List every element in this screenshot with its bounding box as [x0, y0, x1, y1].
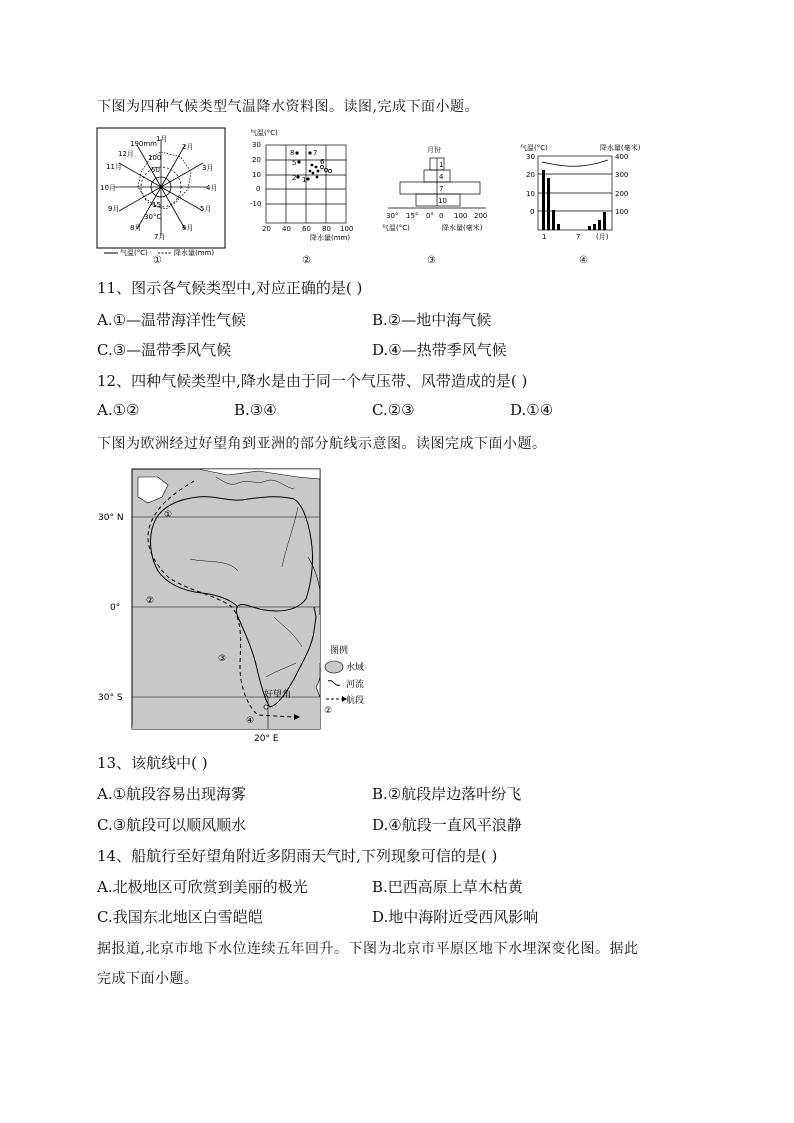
fig1-month-label: 7月 [154, 233, 166, 241]
intro-text-3-line2: 完成下面小题。 [97, 971, 199, 987]
fig4-ylabel-right: 降水量(毫米) [600, 144, 641, 152]
map-lon-20e: 20° E [254, 734, 279, 742]
q12-option-d[interactable]: D.①④ [510, 401, 554, 419]
intro-text-1: 下图为四种气候类型气温降水资料图。读图,完成下面小题。 [97, 99, 479, 115]
figure-1-radial-chart [96, 127, 226, 257]
fig2-point-label: 8 [290, 149, 295, 157]
q13-option-a[interactable]: A.①航段容易出现海雾 [97, 785, 247, 803]
map-cape-label: 好望角 [264, 690, 292, 700]
fig4-ytick-left: 20 [526, 171, 535, 179]
fig1-month-label: 2月 [182, 143, 194, 151]
fig2-point-label: 5 [292, 159, 297, 167]
fig1-month-label: 3月 [202, 164, 214, 172]
figure-1-number: ① [153, 255, 162, 266]
fig3-month-header: 月份 [427, 146, 441, 154]
map-legend-route: 航段 [346, 696, 365, 706]
fig3-month: 10 [438, 197, 447, 205]
figure-2-number: ② [302, 255, 311, 266]
fig4-ytick-right: 300 [615, 171, 629, 179]
fig3-xtick: 30° [386, 212, 399, 220]
q14-option-b[interactable]: B.巴西高原上草木枯黄 [372, 878, 523, 896]
map-lat-0: 0° [110, 603, 121, 613]
map-legend-water: 水域 [346, 663, 365, 673]
fig4-ytick-right: 400 [615, 153, 629, 161]
fig2-xlabel: 降水量(mm) [310, 234, 351, 242]
fig2-ytick: 10 [252, 171, 261, 179]
q14-option-d[interactable]: D.地中海附近受西风影响 [372, 908, 539, 926]
fig4-xtick: 7 [576, 233, 581, 241]
fig2-point-label: 2 [292, 174, 297, 182]
fig1-month-label: 8月 [130, 224, 142, 232]
fig1-ring-label: 30°C [144, 213, 162, 221]
fig2-ytick: 0 [256, 185, 261, 193]
q11-stem: 11、图示各气候类型中,对应正确的是( ) [97, 279, 363, 297]
q13-stem: 13、该航线中( ) [97, 754, 208, 772]
intro-text-3-line1: 据报道,北京市地下水位连续五年回升。下图为北京市平原区地下水埋深变化图。据此 [97, 941, 639, 957]
q11-option-d[interactable]: D.④—热带季风气候 [372, 341, 507, 359]
fig4-ytick-right: 200 [615, 190, 629, 198]
fig3-month: 1 [439, 161, 444, 169]
fig3-xtick: 15° [406, 212, 419, 220]
fig1-month-label: 1月 [156, 135, 168, 143]
map-segment-2: ② [146, 596, 155, 606]
fig2-xtick: 80 [322, 225, 331, 233]
fig4-xtick: (月) [596, 233, 609, 241]
intro-text-2: 下图为欧洲经过好望角到亚洲的部分航线示意图。读图完成下面小题。 [97, 436, 547, 452]
fig3-xtick: 0 [439, 212, 444, 220]
fig2-point-label: 7 [313, 149, 318, 157]
q12-option-a[interactable]: A.①② [97, 401, 140, 419]
fig2-ytick: -10 [250, 200, 262, 208]
fig1-month-label: 12月 [118, 150, 134, 158]
fig4-ytick-left: 0 [530, 208, 535, 216]
fig3-xtick: 200 [474, 212, 488, 220]
map-segment-1: ① [164, 510, 173, 520]
map-segment-3: ③ [218, 654, 227, 664]
q13-option-b[interactable]: B.②航段岸边落叶纷飞 [372, 785, 522, 803]
figure-4-number: ④ [579, 255, 588, 266]
fig1-month-label: 9月 [108, 205, 120, 213]
q11-option-c[interactable]: C.③—温带季风气候 [97, 341, 232, 359]
fig4-xtick: 1 [542, 233, 547, 241]
fig2-ytick: 20 [252, 156, 261, 164]
fig1-month-label: 11月 [106, 163, 122, 171]
fig1-ring-label: 100 [148, 154, 162, 162]
fig2-point-label: 1 [302, 176, 307, 184]
fig1-ring-label: 50 [151, 166, 160, 174]
q12-stem: 12、四种气候类型中,降水是由于同一个气压带、风带造成的是( ) [97, 372, 528, 390]
q13-option-d[interactable]: D.④航段一直风平浪静 [372, 816, 522, 834]
fig1-month-label: 10月 [100, 184, 116, 192]
q12-option-c[interactable]: C.②③ [372, 401, 415, 419]
fig1-month-label: 4月 [206, 184, 218, 192]
fig1-legend-temp: 气温(°C) [120, 249, 148, 257]
fig3-xtick: 0° [426, 212, 434, 220]
fig2-xtick: 20 [262, 225, 271, 233]
figure-5-route-map [98, 467, 388, 742]
fig2-ylabel: 气温(°C) [250, 129, 278, 137]
map-lat-30n: 30° N [98, 513, 124, 523]
fig1-legend-precip: 降水量(mm) [174, 249, 215, 257]
fig2-xtick: 60 [302, 225, 311, 233]
figure-3-bar-chart [380, 140, 495, 240]
figure-2-scatter-chart [246, 127, 366, 247]
fig2-point-label: 6 [320, 158, 325, 166]
q14-option-c[interactable]: C.我国东北地区白雪皑皑 [97, 908, 263, 926]
q14-stem: 14、船航行至好望角附近多阴雨天气时,下列现象可信的是( ) [97, 847, 498, 865]
map-lat-30s: 30° S [98, 693, 123, 703]
fig3-xtick: 100 [454, 212, 468, 220]
fig1-month-label: 6月 [182, 224, 194, 232]
q12-option-b[interactable]: B.③④ [234, 401, 277, 419]
fig1-radial-top: 190mm [130, 140, 157, 148]
map-segment-4: ④ [246, 716, 255, 726]
map-legend-route-num: ② [324, 706, 333, 716]
figure-3-number: ③ [427, 255, 436, 266]
q13-option-c[interactable]: C.③航段可以顺风顺水 [97, 816, 247, 834]
fig4-ytick-left: 30 [526, 153, 535, 161]
fig4-ytick-left: 10 [526, 190, 535, 198]
fig2-ytick: 30 [252, 141, 261, 149]
map-legend-title: 图例 [330, 646, 349, 656]
fig3-label-temp: 气温(°C) [382, 224, 410, 232]
fig4-ylabel-left: 气温(°C) [520, 144, 548, 152]
fig3-month: 7 [439, 185, 444, 193]
fig2-xtick: 40 [282, 225, 291, 233]
fig2-xtick: 100 [340, 225, 354, 233]
q14-option-a[interactable]: A.北极地区可欣赏到美丽的极光 [97, 878, 308, 896]
figure-4-climograph [520, 140, 655, 250]
q11-option-b[interactable]: B.②—地中海气候 [372, 311, 492, 329]
q11-option-a[interactable]: A.①—温带海洋性气候 [97, 311, 247, 329]
fig3-month: 4 [439, 173, 444, 181]
fig3-label-precip: 降水量(毫米) [442, 224, 483, 232]
fig4-ytick-right: 100 [615, 208, 629, 216]
fig1-month-label: 5月 [200, 205, 212, 213]
map-legend-river: 河流 [346, 680, 365, 690]
fig1-ring-label: 15 [152, 201, 161, 209]
